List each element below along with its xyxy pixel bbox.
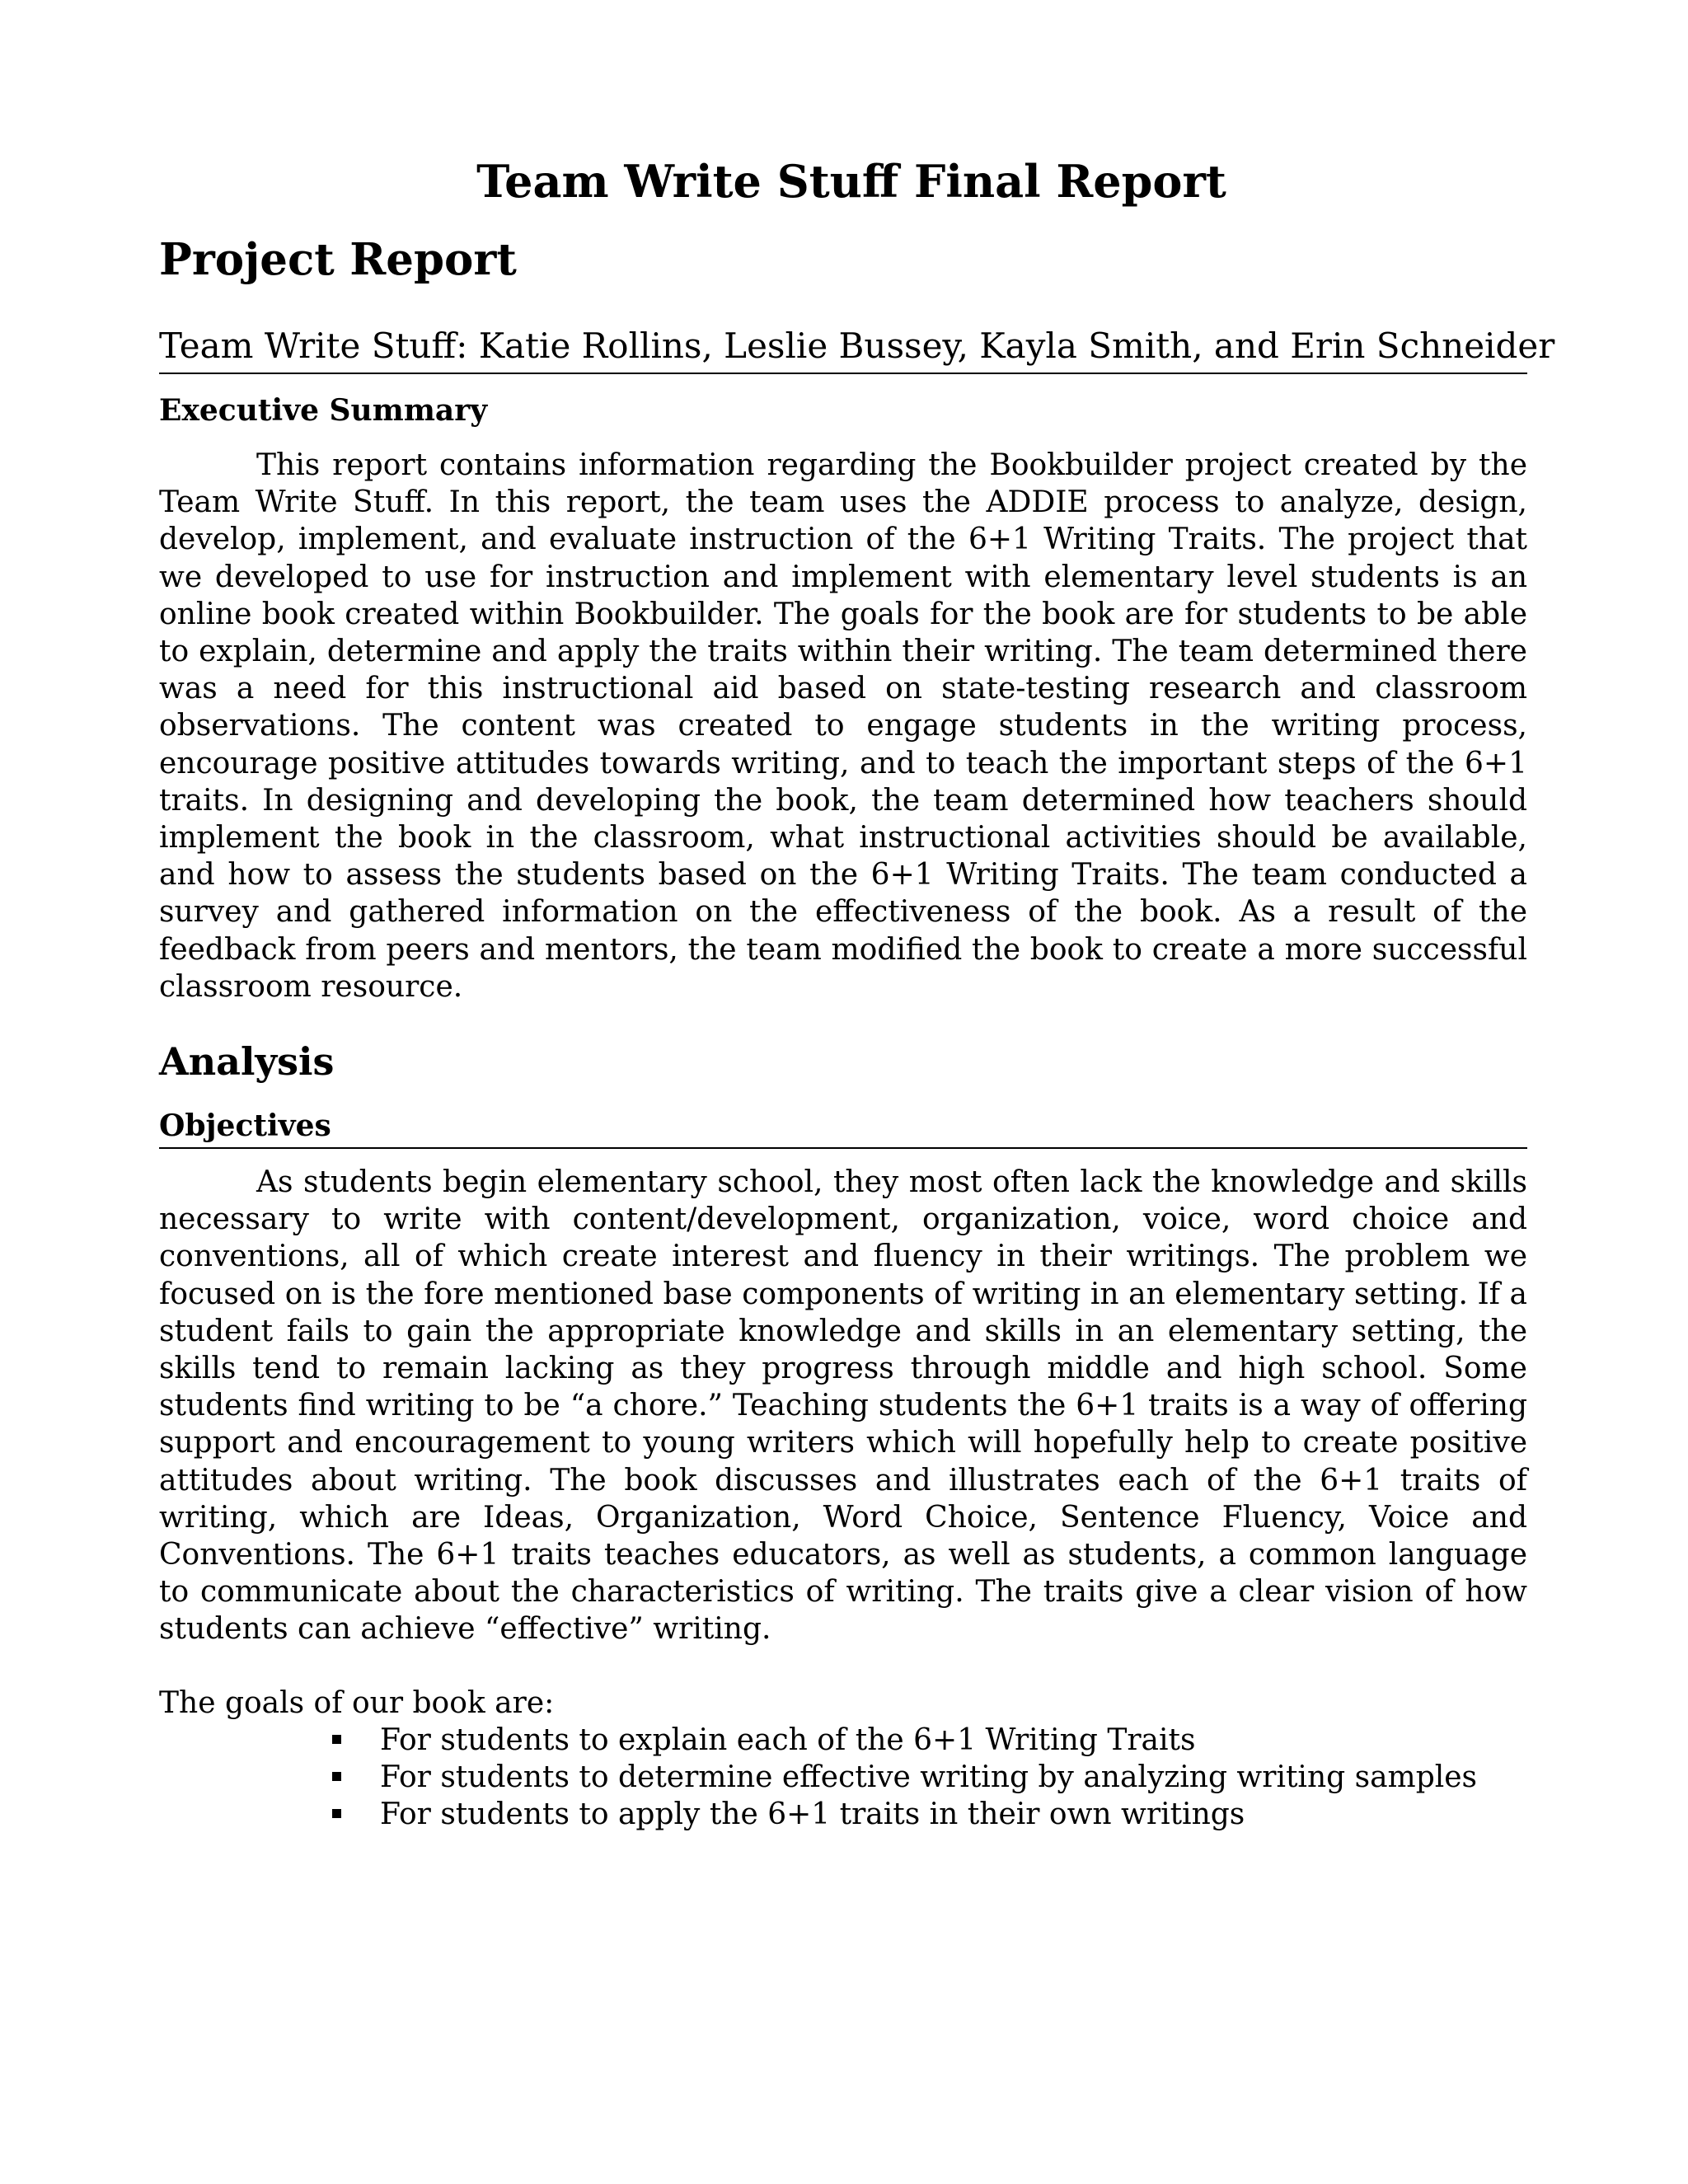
goal-item bbox=[332, 1722, 1527, 1759]
goals-intro: The goals of our book are: bbox=[159, 1685, 555, 1720]
objectives-heading: Objectives bbox=[159, 1104, 1527, 1149]
team-members-line: Team Write Stuff: Katie Rollins, Leslie Bussey, Kayla Smith, and Erin Schneider bbox=[159, 320, 1527, 374]
document-title: Team Write Stuff Final Report bbox=[476, 155, 1226, 208]
goal-item bbox=[332, 1759, 1527, 1796]
goal-text: For students to apply the 6+1 traits in their own writings bbox=[380, 1797, 1245, 1832]
square-bullet-icon bbox=[332, 1735, 341, 1744]
objectives-paragraph: As students begin elementary school, they most often lack the knowledge and skills necessary to write with content/development, organization, voice, word choice and conventions, all of which create interest and fluency in their writings. The problem we focused on is the fore mentioned base components of writing in an elementary setting. If a student fails to gain the appropriate knowledge and skills in an elementary setting, the skills tend to remain lacking as they progress through middle and high school. Some students find writing to be “a chore.” Teaching students the 6+1 traits is a way of offering support and encouragement to young writers which will hopefully help to create positive attitudes about writing. The book discusses and illustrates each of the 6+1 traits of writing, which are Ideas, Organization, Word Choice, Sentence Fluency, Voice and Conventions. The 6+1 traits teaches educators, as well as students, a common language to communicate about the characteristics of writing. The traits give a clear vision of how students can achieve “effective” writing. bbox=[159, 1165, 1527, 1647]
goal-text: For students to explain each of the 6+1 Writing Traits bbox=[380, 1722, 1196, 1757]
goal-item bbox=[332, 1796, 1527, 1833]
analysis-heading: Analysis bbox=[159, 1039, 335, 1085]
executive-summary-paragraph: This report contains information regarding the Bookbuilder project created by the Team Write Stuff. In this report, the team uses the ADDIE process to analyze, design, develop, implement, and evaluate instruction of the 6+1 Writing Traits. The project that we developed to use for instruction and implement with elementary level students is an online book created within Bookbuilder. The goals for the book are for students to be able to explain, determine and apply the traits within their writing. The team determined there was a need for this instructional aid based on state-testing research and classroom observations. The content was created to engage students in the writing process, encourage positive attitudes towards writing, and to teach the important steps of the 6+1 traits. In designing and developing the book, the team determined how teachers should implement the book in the classroom, what instructional activities should be available, and how to assess the students based on the 6+1 Writing Traits. The team conducted a survey and gathered information on the effectiveness of the book. As a result of the feedback from peers and mentors, the team modified the book to create a more successful classroom resource. bbox=[159, 448, 1527, 1004]
square-bullet-icon bbox=[332, 1772, 341, 1781]
square-bullet-icon bbox=[332, 1809, 341, 1818]
goals-list bbox=[159, 1722, 1527, 1834]
executive-summary-heading: Executive Summary bbox=[159, 393, 488, 428]
goal-text: For students to determine effective writing by analyzing writing samples bbox=[380, 1760, 1478, 1795]
document-body bbox=[159, 148, 1555, 1834]
project-report-heading: Project Report bbox=[159, 234, 517, 285]
